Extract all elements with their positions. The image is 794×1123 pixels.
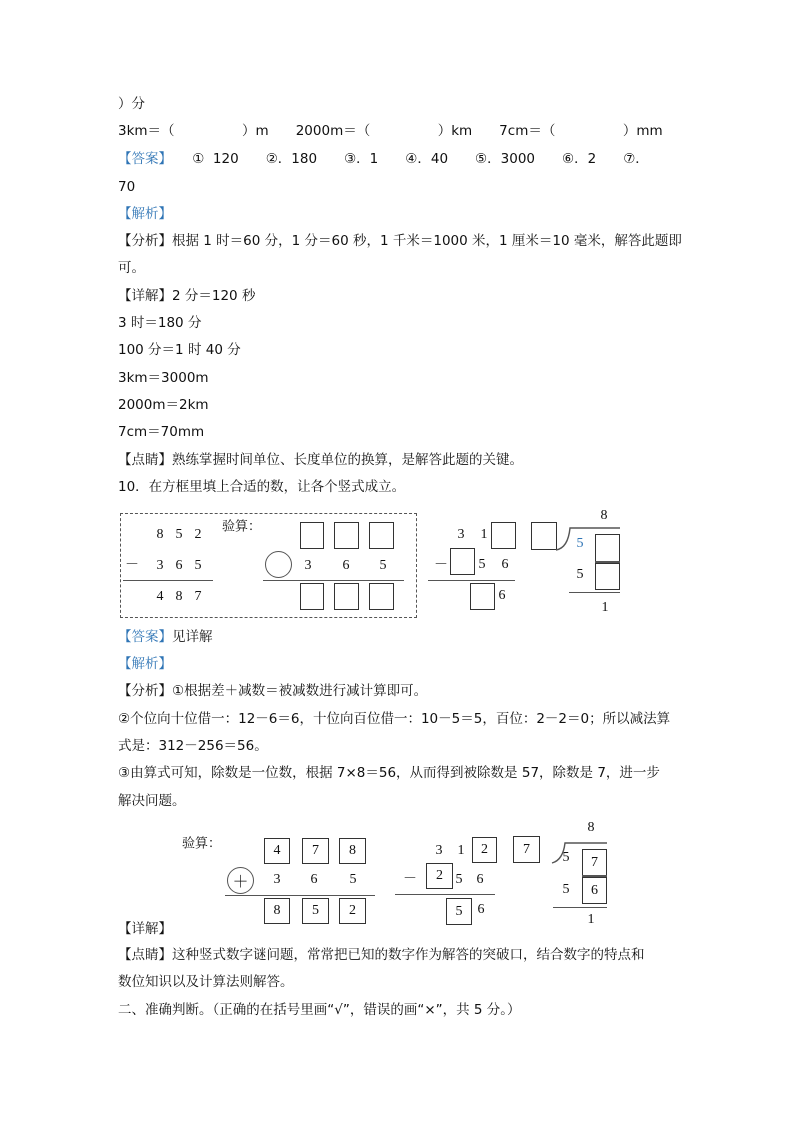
digit: 5 xyxy=(562,850,570,865)
answer-line xyxy=(118,628,213,646)
digit: 5 xyxy=(455,872,463,887)
fenxi-line: 式是：312－256＝56。 xyxy=(118,738,268,754)
digit: 5 xyxy=(576,536,584,551)
digit: 6 xyxy=(342,558,350,573)
analysis-tag: 【解析】 xyxy=(118,656,172,672)
detail-line: 3km＝3000m xyxy=(118,370,209,386)
detail-line: 7cm＝70mm xyxy=(118,424,205,440)
rule-line xyxy=(569,592,620,593)
digit: 5 xyxy=(576,567,584,582)
digit: 6 xyxy=(501,557,509,572)
dianjing-line: 数位知识以及计算法则解答。 xyxy=(118,974,294,990)
dianjing-line: 【点睛】熟练掌握时间单位、长度单位的换算，是解答此题的关键。 xyxy=(118,452,523,468)
answer-box: 2 xyxy=(472,837,497,863)
digit: 2 xyxy=(194,527,202,542)
check-label: 验算： xyxy=(222,519,262,535)
digit: 8 xyxy=(175,589,183,604)
digit: 3 xyxy=(457,527,465,542)
digit: 4 xyxy=(156,589,164,604)
digit: 7 xyxy=(194,589,202,604)
digit: 8 xyxy=(587,820,595,835)
fenxi-wrap: 可。 xyxy=(118,260,145,276)
digit: 5 xyxy=(194,558,202,573)
dianjing-line: 【点睛】这种竖式数字谜问题，常常把已知的数字作为解答的突破口，结合数字的特点和 xyxy=(118,947,645,963)
question-10-title: 10．在方框里填上合适的数，让各个竖式成立。 xyxy=(118,479,406,495)
digit: 3 xyxy=(156,558,164,573)
digit: 1 xyxy=(601,600,609,615)
detail-line: 100 分＝1 时 40 分 xyxy=(118,342,241,358)
check-label: 验算： xyxy=(182,836,222,852)
answer-text: ① 120 ②．180 ③．1 ④．40 ⑤．3000 ⑥．2 ⑦． xyxy=(165,151,649,167)
answer-box: 2 xyxy=(339,898,366,924)
digit: 6 xyxy=(310,872,318,887)
fenxi-line: 【分析】①根据差＋减数＝被减数进行减计算即可。 xyxy=(118,683,428,699)
answer-text: 见详解 xyxy=(172,629,213,645)
digit: 5 xyxy=(478,557,486,572)
blank-box[interactable] xyxy=(595,563,620,590)
digit: 1 xyxy=(480,527,488,542)
digit: 6 xyxy=(498,588,506,603)
digit: 6 xyxy=(476,872,484,887)
plus-circle: ＋ xyxy=(227,867,254,894)
digit: 3 xyxy=(435,843,443,858)
minus-sign: － xyxy=(125,558,139,573)
rule-line xyxy=(225,895,375,896)
answer-box: 7 xyxy=(582,849,607,876)
answer-box: 5 xyxy=(302,898,329,924)
answer-tag: 【答案】 xyxy=(118,629,172,645)
digit: 8 xyxy=(156,527,164,542)
digit: 6 xyxy=(175,558,183,573)
detail-line: 2000m＝2km xyxy=(118,397,209,413)
answer-tag: 【答案】 xyxy=(118,151,166,167)
digit: 5 xyxy=(379,558,387,573)
section-2-title: 二、准确判断。（正确的在括号里画“√”，错误的画“×”，共 5 分。） xyxy=(118,1002,521,1018)
rule-line xyxy=(395,894,495,895)
fenxi-line: 【分析】根据 1 时＝60 分，1 分＝60 秒，1 千米＝1000 米，1 厘米＝10 毫米，解答此题即 xyxy=(118,233,682,249)
answer-box: 7 xyxy=(302,838,329,864)
minus-sign: － xyxy=(434,558,448,573)
rule-line xyxy=(553,907,607,908)
digit: 6 xyxy=(477,902,485,917)
answer-box: 4 xyxy=(264,838,290,864)
digit: 1 xyxy=(457,843,465,858)
minus-sign: － xyxy=(403,872,417,887)
digit: 5 xyxy=(562,882,570,897)
unit-conversion-line: 3km＝（ ）m 2000m＝（ ）km 7cm＝（ ）mm xyxy=(118,123,663,139)
digit: 5 xyxy=(349,872,357,887)
text-line: ）分 xyxy=(118,96,145,112)
detail-line: 3 时＝180 分 xyxy=(118,315,202,331)
answer-box: 5 xyxy=(446,898,472,925)
answer-box: 8 xyxy=(339,838,366,864)
answer-box: 6 xyxy=(582,877,607,904)
answer-box: 7 xyxy=(513,836,540,863)
fenxi-line: ③由算式可知，除数是一位数，根据 7×8＝56，从而得到被除数是 57，除数是 7，进一步 xyxy=(118,765,660,781)
analysis-tag: 【解析】 xyxy=(118,206,172,222)
digit: 3 xyxy=(273,872,281,887)
blank-box[interactable] xyxy=(595,534,620,562)
detail-line: 【详解】2 分＝120 秒 xyxy=(118,288,256,304)
digit: 8 xyxy=(600,508,608,523)
answer-box: 8 xyxy=(264,898,290,924)
fenxi-line: 解决问题。 xyxy=(118,793,186,809)
digit: 5 xyxy=(175,527,183,542)
answer-wrap: 70 xyxy=(118,179,136,195)
fenxi-line: ②个位向十位借一：12－6＝6，十位向百位借一：10－5＝5，百位：2－2＝0；所以减法算 xyxy=(118,711,671,727)
answer-box: 2 xyxy=(426,863,453,889)
digit: 3 xyxy=(304,558,312,573)
xiangjie-tag: 【详解】 xyxy=(118,921,172,937)
digit: 1 xyxy=(587,912,595,927)
